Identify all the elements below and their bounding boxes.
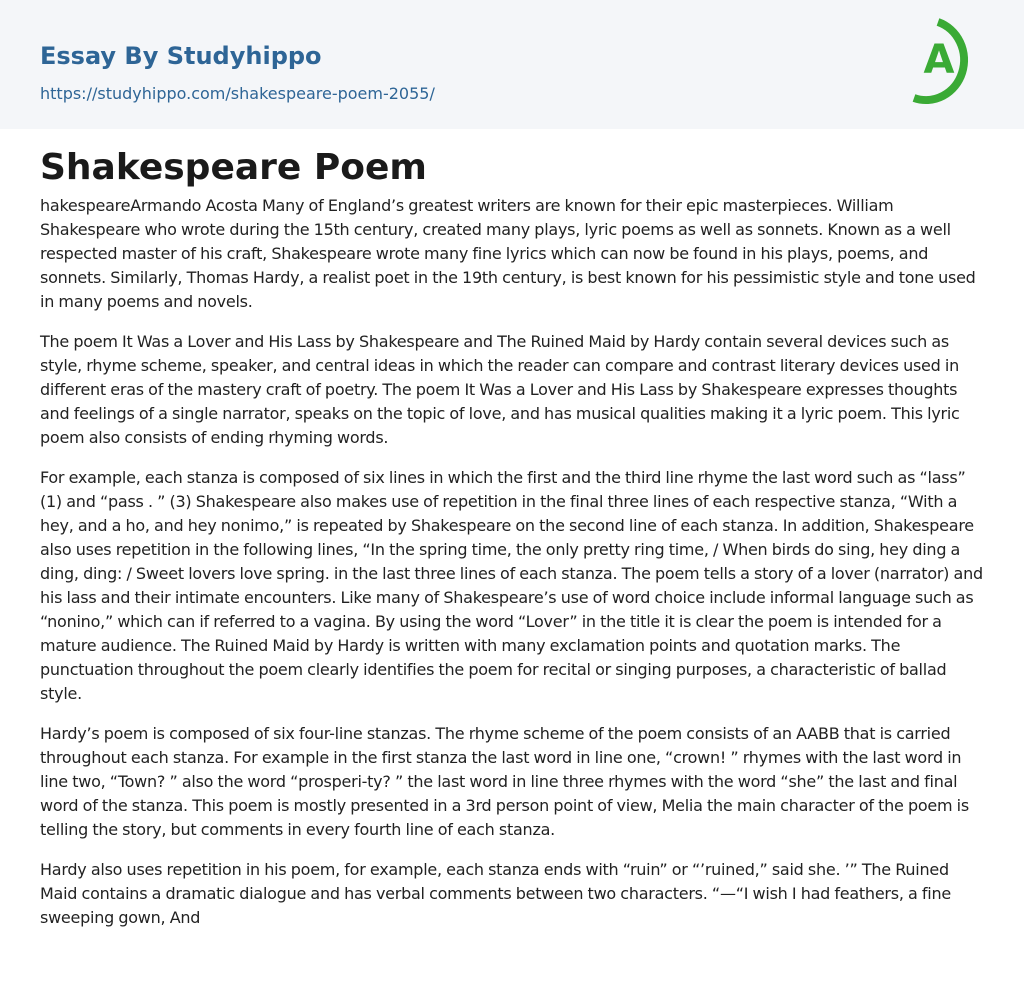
logo-letter: A: [923, 37, 955, 83]
paragraph: The poem It Was a Lover and His Lass by Shakespeare and The Ruined Maid by Hardy contain several devices such as style, rhyme scheme, speaker, and central ideas in which the reader can compare and contrast literary devices used in different eras of the mastery craft of poetry. The poem It Was a Lover and His Lass by Shakespeare expresses thoughts and feelings of a single narrator, speaks on the topic of love, and has musical qualities making it a lyric poem. This lyric poem also consists of ending rhyming words.: [40, 332, 960, 447]
article-body: [40, 194, 986, 946]
paragraph: Hardy also uses repetition in his poem, for example, each stanza ends with “ruin” or “’ruined,” said she. ’” The Ruined Maid contains a dramatic dialogue and has verbal comments between two characters. “—“I wish I had feathers, a fine sweeping gown, And: [40, 860, 951, 927]
brand-title[interactable]: Essay By Studyhippo: [40, 42, 322, 70]
paragraph: hakespeareArmando Acosta Many of England’s greatest writers are known for their epic masterpieces. William Shakespeare who wrote during the 15th century, created many plays, lyric poems as well as sonnets. Known as a well respected master of his craft, Shakespeare wrote many fine lyrics which can now be found in his plays, poems, and sonnets. Similarly, Thomas Hardy, a realist poet in the 19th century, is best known for his pessimistic style and tone used in many poems and novels.: [40, 196, 976, 311]
source-url-link[interactable]: https://studyhippo.com/shakespeare-poem-2055/: [40, 84, 435, 103]
paragraph: For example, each stanza is composed of six lines in which the first and the third line rhyme the last word such as “lass” (1) and “pass . ” (3) Shakespeare also makes use of repetition in the final three lines of each respective stanza, “With a hey, and a ho, and hey nonimo,” is repeated by Shakespeare on the second line of each stanza. In addition, Shakespeare also uses repetition in the following lines, “In the spring time, the only pretty ring time, / When birds do sing, hey ding a ding, ding: / Sweet lovers love spring. in the last three lines of each stanza. The poem tells a story of a lover (narrator) and his lass and their intimate encounters. Like many of Shakespeare’s use of word choice include informal language such as “nonino,” which can if referred to a vagina. By using the word “Lover” in the title it is clear the poem is intended for a mature audience. The Ruined Maid by Hardy is written with many exclamation points and quotation marks. The punctuation throughout the poem clearly identifies the poem for recital or singing purposes, a characteristic of ballad style.: [40, 468, 983, 703]
paragraph: Hardy’s poem is composed of six four-line stanzas. The rhyme scheme of the poem consists of an AABB that is carried throughout each stanza. For example in the first stanza the last word in line one, “crown! ” rhymes with the last word in line two, “Town? ” also the word “prosperi-ty? ” the last word in line three rhymes with the word “she” the last and final word of the stanza. This poem is mostly presented in a 3rd person point of view, Melia the main character of the poem is telling the story, but comments in every fourth line of each stanza.: [40, 724, 969, 839]
logo[interactable]: [908, 18, 988, 106]
site-header: [0, 0, 1024, 129]
page-title: Shakespeare Poem: [40, 147, 427, 188]
